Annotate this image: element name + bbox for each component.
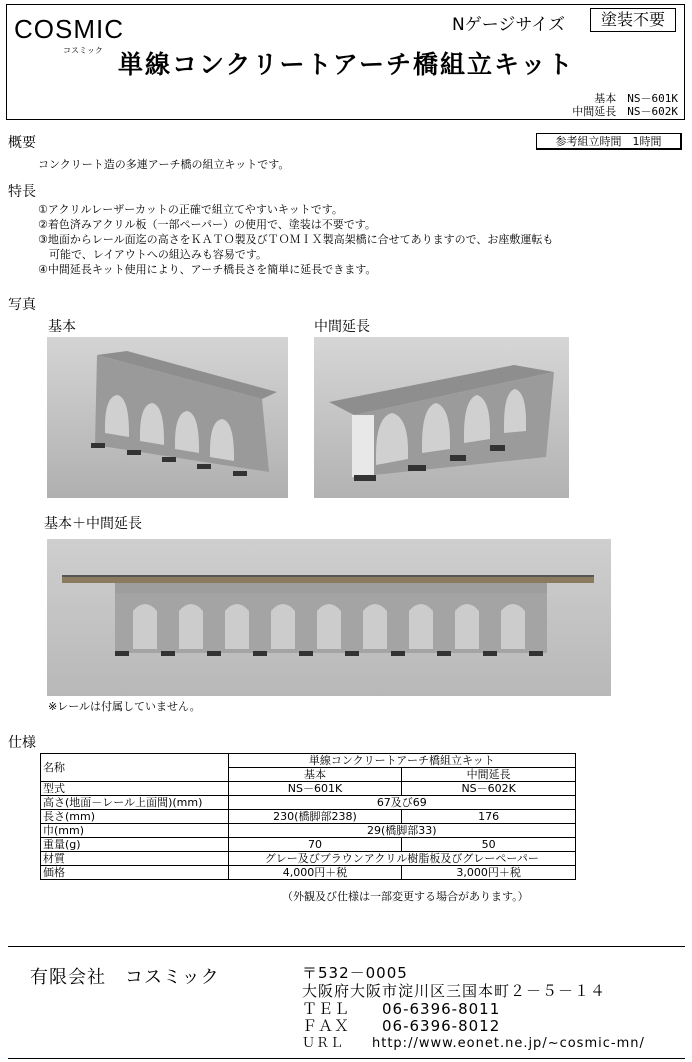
footer-fax: ＦＡＸ 06-6396-8012	[302, 1017, 501, 1035]
footer-company: 有限会社 コスミック	[30, 967, 220, 988]
features-heading: 特長	[8, 184, 36, 200]
feature-item: ④中間延長キット使用により、アーチ橋長さを簡単に延長できます。	[38, 263, 377, 276]
spec-value-basic: 4,000円＋税	[228, 866, 402, 880]
assembly-time-badge: 参考組立時間 1時間	[536, 133, 682, 150]
photo-caption-ext: 中間延長	[314, 319, 370, 335]
photo-caption-combined: 基本＋中間延長	[44, 516, 142, 532]
table-row	[41, 782, 576, 796]
spec-value-both: グレー及びブラウンアクリル樹脂板及びグレーペーパー	[228, 852, 575, 866]
feature-item: 可能で、レイアウトへの組込みも容易です。	[38, 248, 268, 261]
table-row	[41, 796, 576, 810]
model-ext: 中間延長 NS－602K	[572, 105, 678, 118]
photo-ext	[314, 337, 569, 498]
spec-value-ext: 50	[402, 838, 576, 852]
spec-label: 重量(g)	[41, 838, 229, 852]
features-list	[38, 202, 553, 277]
feature-item: ①アクリルレーザーカットの正確で組立てやすいキットです。	[38, 203, 343, 216]
spec-name-label: 名称	[41, 754, 229, 782]
photo-caption-basic: 基本	[48, 319, 76, 335]
spec-value-basic: NS－601K	[228, 782, 402, 796]
model-basic: 基本 NS－601K	[594, 92, 678, 105]
spec-table	[40, 753, 576, 880]
no-paint-badge: 塗装不要	[590, 8, 676, 32]
photos-heading: 写真	[8, 297, 36, 313]
spec-label: 長さ(mm)	[41, 810, 229, 824]
photo-basic	[47, 337, 288, 498]
table-row	[41, 838, 576, 852]
spec-col-ext: 中間延長	[402, 768, 576, 782]
photo-combined	[47, 539, 611, 696]
spec-label: 型式	[41, 782, 229, 796]
spec-value-basic: 70	[228, 838, 402, 852]
footer-url[interactable]: ＵＲＬ http://www.eonet.ne.jp/~cosmic-mn/	[302, 1036, 645, 1051]
spec-note: （外観及び仕様は一部変更する場合があります。）	[282, 890, 529, 903]
product-title: 単線コンクリートアーチ橋組立キット	[118, 50, 575, 79]
table-row	[41, 810, 576, 824]
spec-label: 価格	[41, 866, 229, 880]
rail-note: ※レールは付属していません。	[48, 700, 201, 713]
spec-product-name: 単線コンクリートアーチ橋組立キット	[228, 754, 575, 768]
company-logo-sub: コスミック	[63, 46, 103, 55]
spec-value-ext: 3,000円＋税	[402, 866, 576, 880]
spec-label: 材質	[41, 852, 229, 866]
table-row	[41, 852, 576, 866]
spec-label: 高さ(地面－レール上面間)(mm)	[41, 796, 229, 810]
feature-item: ③地面からレール面迄の高さをＫＡＴＯ製及びＴＯＭＩＸ製高架橋に合せてありますので、お座敷運転も	[38, 233, 554, 246]
footer-bottom-divider	[8, 1058, 685, 1059]
spec-col-basic: 基本	[228, 768, 402, 782]
table-row	[41, 824, 576, 838]
company-logo: COSMIC	[14, 14, 124, 44]
spec-value-both: 29(橋脚部33)	[228, 824, 575, 838]
footer-tel: ＴＥＬ 06-6396-8011	[302, 1000, 501, 1018]
spec-heading: 仕様	[8, 735, 36, 751]
spec-value-both: 67及び69	[228, 796, 575, 810]
table-row	[41, 866, 576, 880]
overview-text: コンクリート造の多連アーチ橋の組立キットです。	[38, 158, 290, 171]
feature-item: ②着色済みアクリル板（一部ペーパー）の使用で、塗装は不要です。	[38, 218, 376, 231]
footer-zip: 〒532－0005	[302, 964, 408, 982]
footer-address: 大阪府大阪市淀川区三国本町２－５－１４	[302, 982, 607, 1000]
spec-label: 巾(mm)	[41, 824, 229, 838]
spec-value-ext: 176	[402, 810, 576, 824]
gauge-label: Nゲージサイズ	[452, 15, 566, 35]
footer-divider	[8, 946, 685, 947]
spec-value-ext: NS－602K	[402, 782, 576, 796]
spec-value-basic: 230(橋脚部238)	[228, 810, 402, 824]
overview-heading: 概要	[8, 135, 36, 151]
